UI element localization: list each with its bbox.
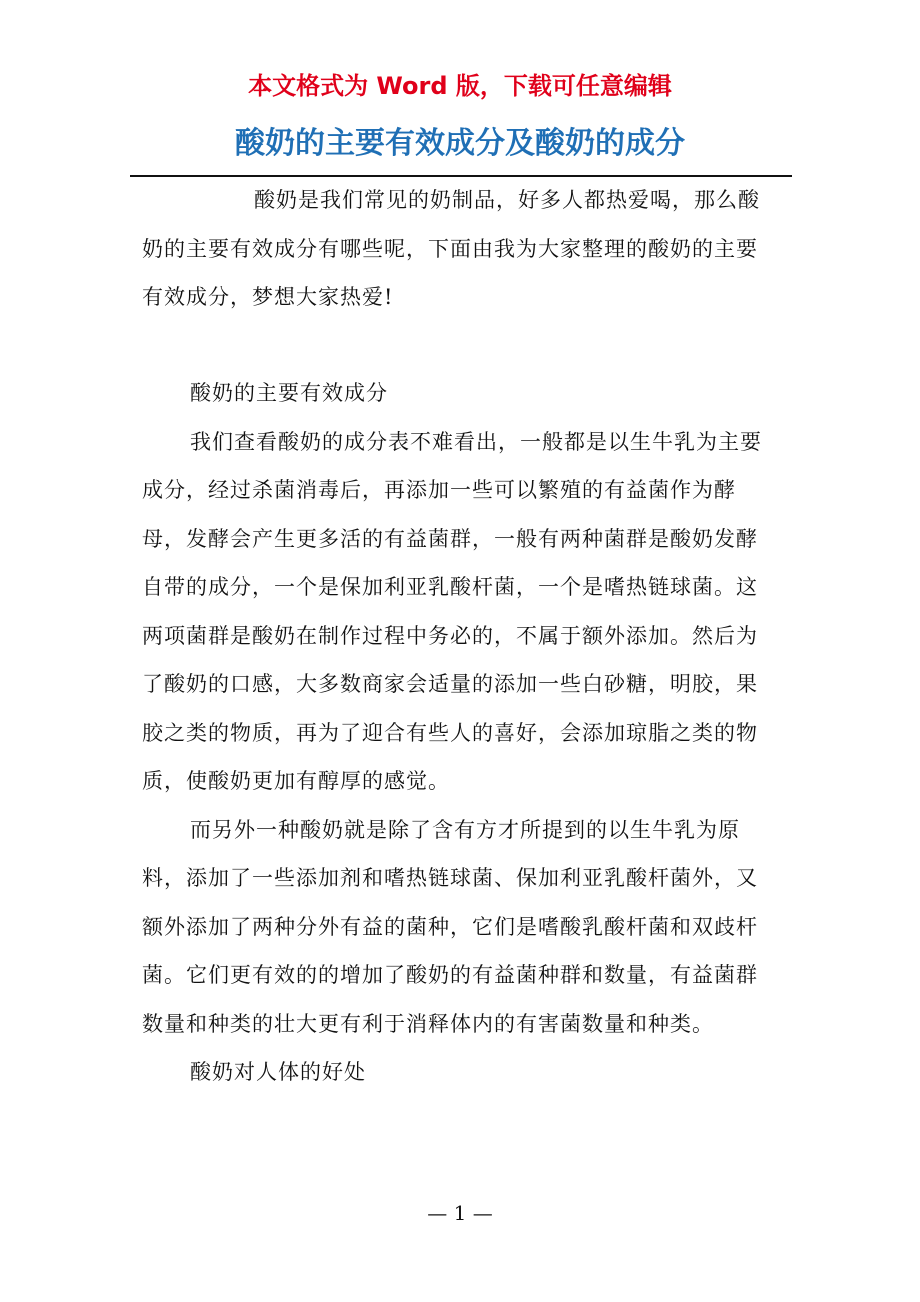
- section-heading-main-ingredients: 酸奶的主要有效成分: [190, 381, 388, 405]
- format-notice-banner: 本文格式为 Word 版，下载可任意编辑: [248, 72, 672, 100]
- article-body: [142, 369, 764, 1097]
- document-title: 酸奶的主要有效成分及酸奶的成分: [235, 126, 685, 161]
- paragraph-probiotics: 而另外一种酸奶就是除了含有方才所提到的以生牛乳为原料，添加了一些添加剂和嗜热链球菌、保加利亚乳酸杆菌外，又额外添加了两种分外有益的菌种，它们是嗜酸乳酸杆菌和双歧杆菌。它们更有效的的增加了酸奶的有益菌种群和数量，有益菌群数量和种类的壮大更有利于消释体内的有害菌数量和种类。: [142, 817, 758, 1036]
- section-heading-benefits: 酸奶对人体的好处: [190, 1060, 366, 1084]
- page-number: — 1 —: [427, 1201, 493, 1225]
- intro-paragraph: 酸奶是我们常见的奶制品，好多人都热爱喝，那么酸奶的主要有效成分有哪些呢，下面由我为大家整理的酸奶的主要有效成分，梦想大家热爱!: [142, 188, 760, 309]
- paragraph-ingredients: 我们查看酸奶的成分表不难看出，一般都是以生牛乳为主要成分，经过杀菌消毒后，再添加一些可以繁殖的有益菌作为酵母，发酵会产生更多活的有益菌群，一般有两种菌群是酸奶发酵自带的成分，一个是保加利亚乳酸杆菌，一个是嗜热链球菌。这两项菌群是酸奶在制作过程中务必的，不属于额外添加。然后为了酸奶的口感，大多数商家会适量的添加一些白砂糖，明胶，果胶之类的物质，再为了迎合有些人的喜好，会添加琼脂之类的物质，使酸奶更加有醇厚的感觉。: [142, 429, 762, 793]
